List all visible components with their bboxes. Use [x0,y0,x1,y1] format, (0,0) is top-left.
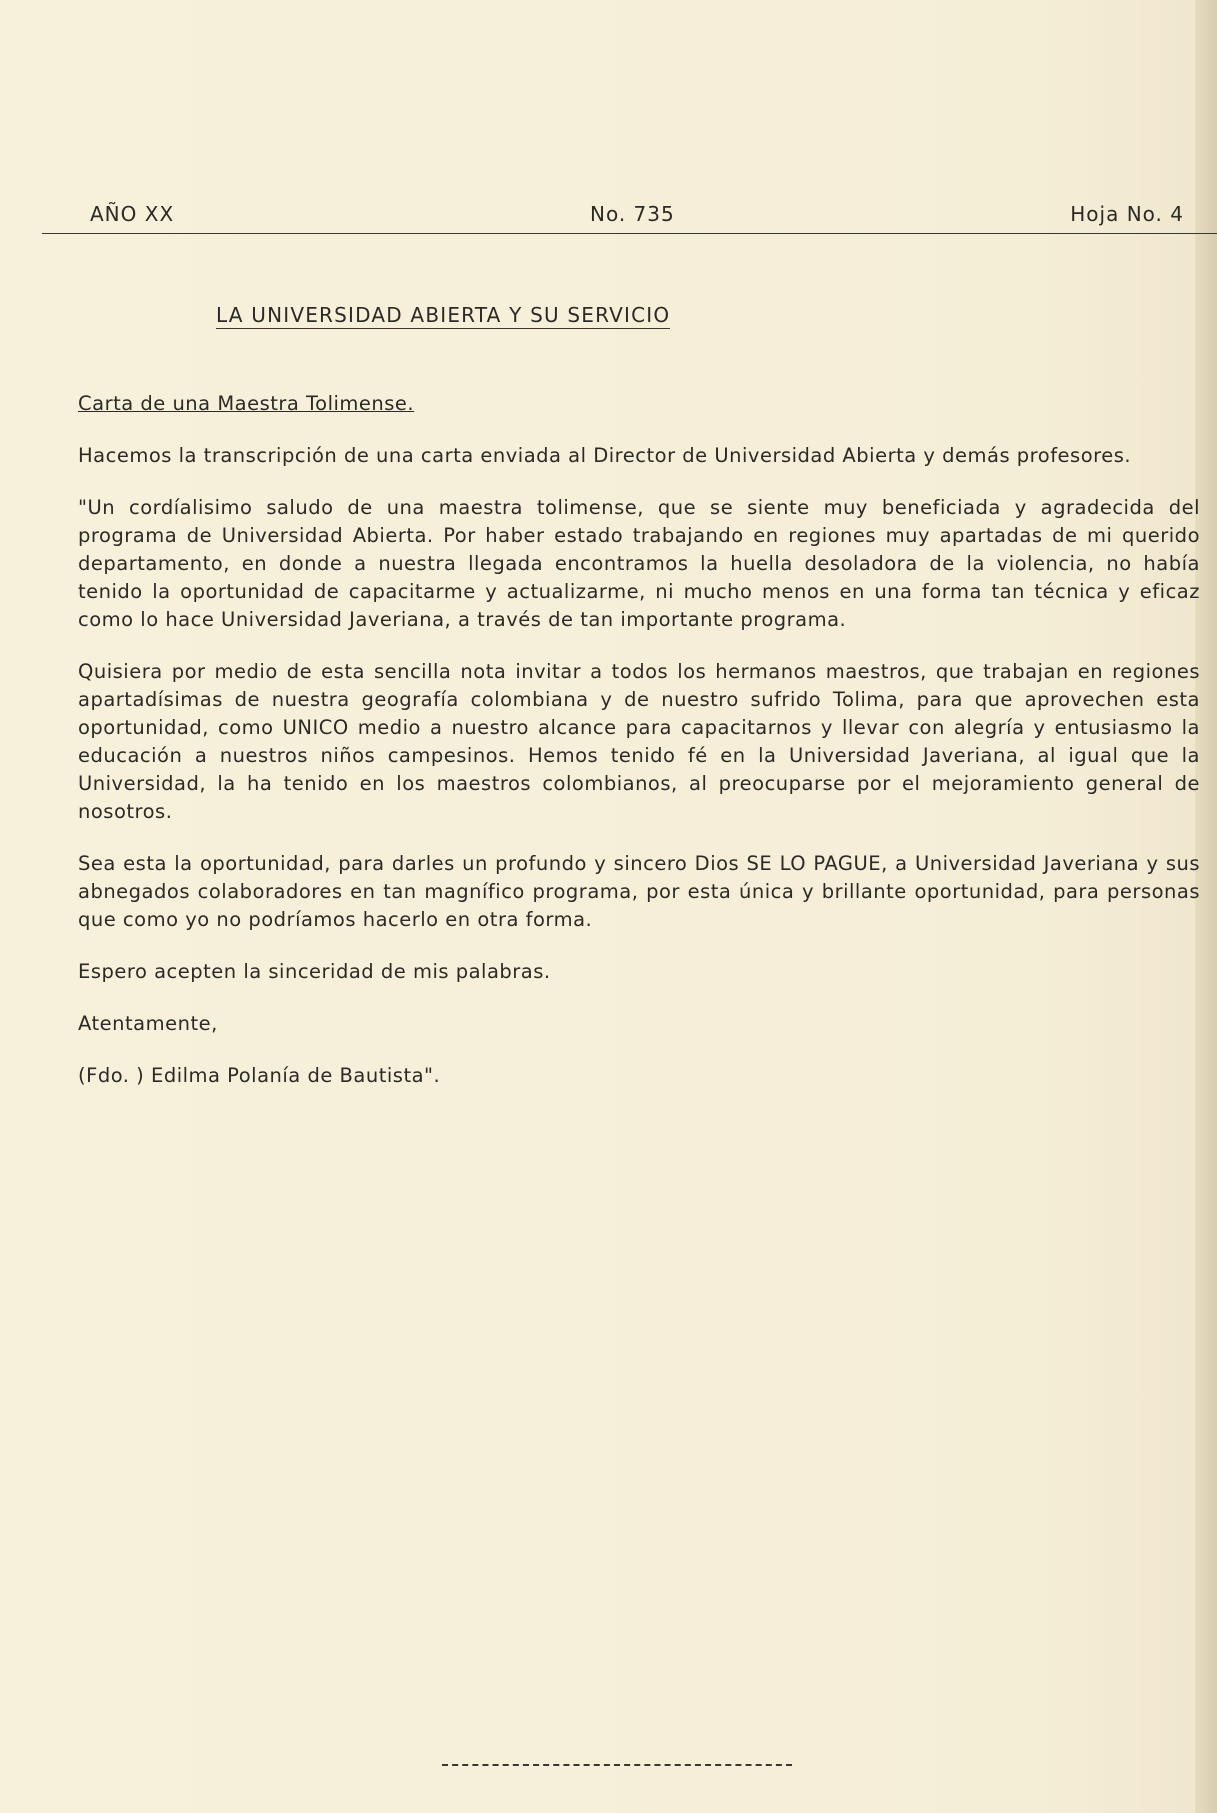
signature-line: (Fdo. ) Edilma Polanía de Bautista". [78,1064,441,1087]
paragraph-letter-3: Sea esta la oportunidad, para darles un profundo y sincero Dios SE LO PAGUE, a Universidad Javeriana y sus abnegados colaboradores en tan magnífico programa, por esta única y brillante oportunidad, para personas que como yo no podríamos hacerlo en otra forma. [78,852,1200,931]
paragraph-letter-1: "Un cordíalisimo saludo de una maestra tolimense, que se siente muy beneficiada y agradecida del programa de Universidad Abierta. Por haber estado trabajando en regiones muy apartadas de mi querido departamento, en donde a nuestra llegada encontramos la huella desoladora de la violencia, no había tenido la oportunidad de capacitarme y actualizarme, ni mucho menos en una forma tan técnica y eficaz como lo hace Universidad Javeriana, a través de tan importante programa. [78,496,1200,631]
article-title: LA UNIVERSIDAD ABIERTA Y SU SERVICIO [216,303,671,327]
header-rule [42,233,1217,234]
header-year: AÑO XX [90,202,175,226]
article-body [78,390,1200,1090]
article-subtitle: Carta de una Maestra Tolimense. [78,392,415,415]
sign-off: Atentamente, [78,1012,218,1035]
header-issue-number: No. 735 [590,202,675,226]
paragraph-closing: Espero acepten la sinceridad de mis palabras. [78,960,551,983]
header-sheet-number: Hoja No. 4 [1070,202,1184,226]
page-header [42,202,1192,234]
paragraph-intro: Hacemos la transcripción de una carta enviada al Director de Universidad Abierta y demás profesores. [78,444,1132,467]
section-separator [442,1764,792,1766]
paragraph-letter-2: Quisiera por medio de esta sencilla nota invitar a todos los hermanos maestros, que trabajan en regiones apartadísimas de nuestra geografía colombiana y de nuestro sufrido Tolima, para que aprovechen esta oportunidad, como UNICO medio a nuestro alcance para capacitarnos y llevar con alegría y entusiasmo la educación a nuestros niños campesinos. Hemos tenido fé en la Universidad Javeriana, al igual que la Universidad, la ha tenido en los maestros colombianos, al preocuparse por el mejoramiento general de nosotros. [78,660,1200,823]
